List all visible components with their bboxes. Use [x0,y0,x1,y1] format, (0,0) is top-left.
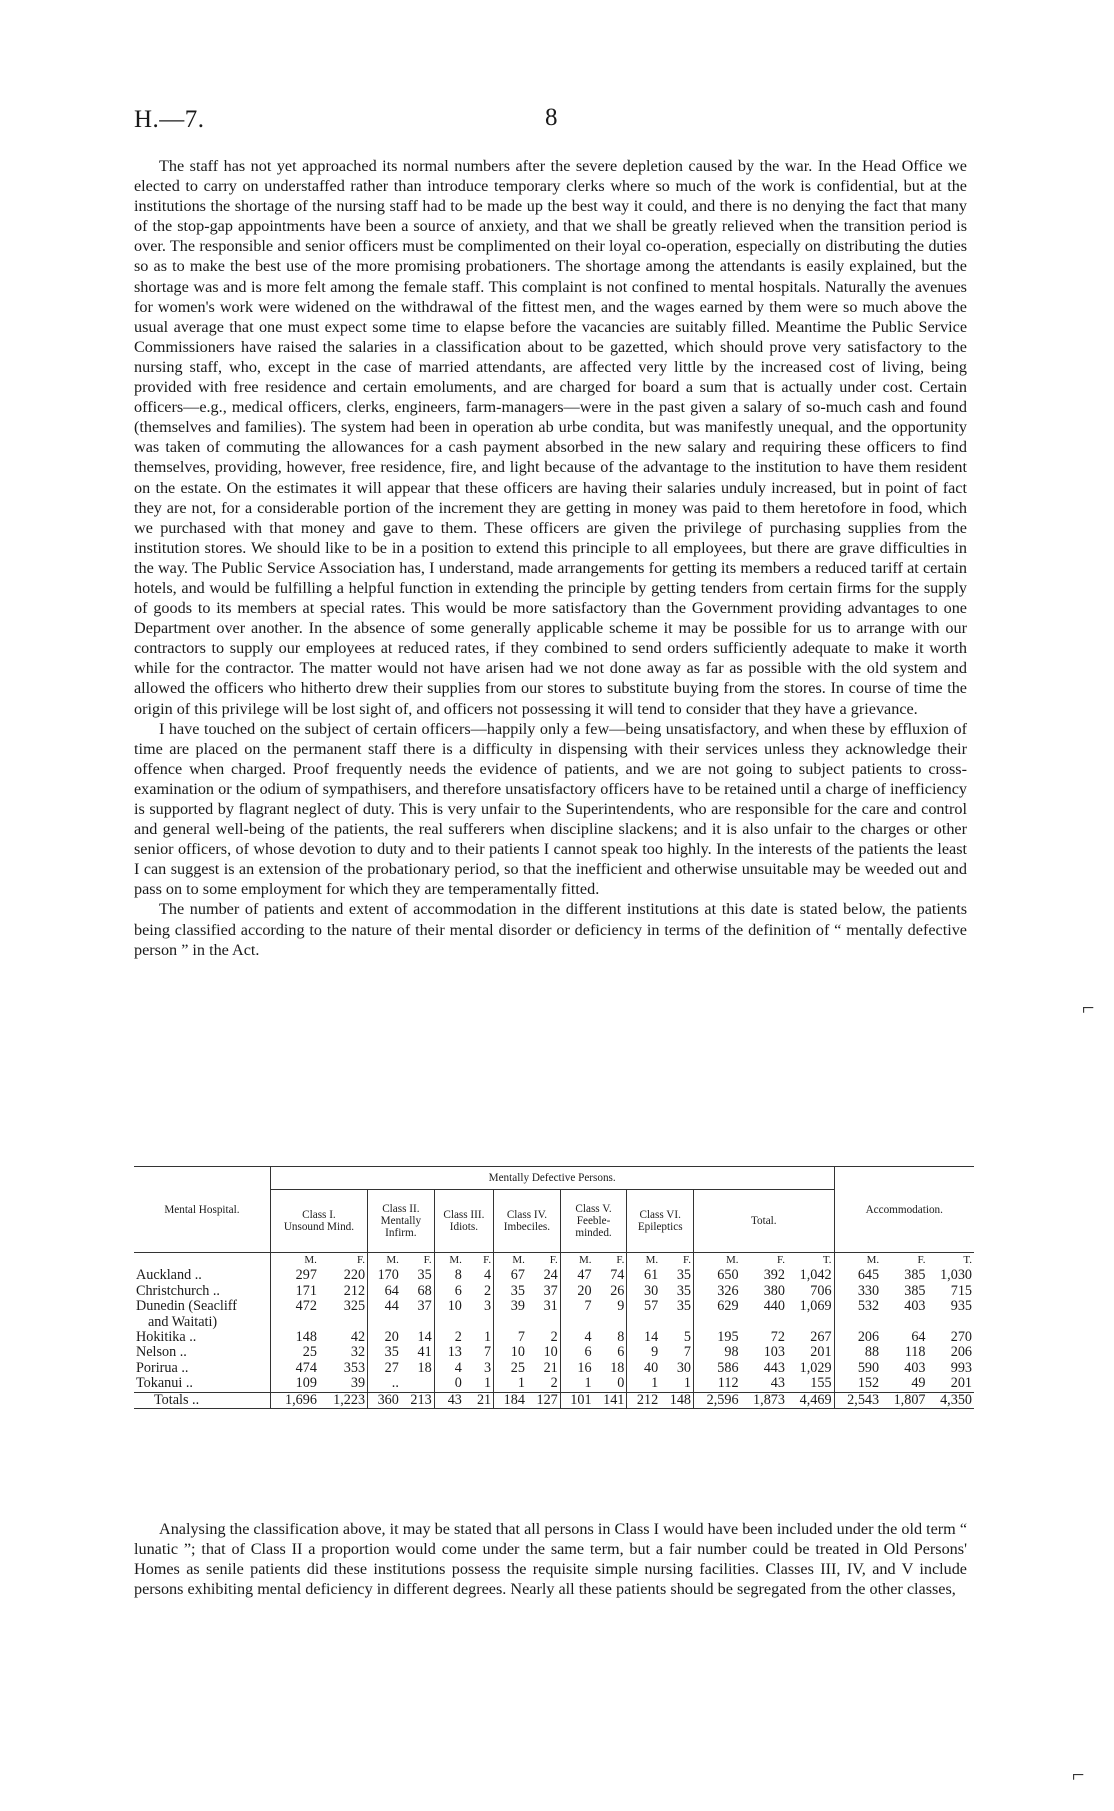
cell: 935 [950,1298,972,1315]
cell: 270 [950,1329,972,1346]
cell: 1,029 [799,1359,832,1376]
cell: 590 [834,1361,881,1376]
cell: 35 [494,1284,527,1299]
cell: 1 [560,1376,593,1392]
cell: 993 [950,1359,972,1376]
cell: 35 [417,1267,432,1284]
cell: 2,543 [834,1392,881,1408]
cell: 212 [627,1392,660,1408]
hospital-name: Dunedin (Seacliff and Waitati) [136,1298,237,1330]
cell: 586 [694,1361,741,1376]
cell: 212 [343,1282,366,1299]
paragraph-staff: The staff has not yet approached its normal numbers after the severe depletion caused by the war. In the Head Office we elected to carry on understaffed rather than introduce temporary clerks where so much of the work is confidential, but at the institutions the shortage of the nursing staff had to be made up the best way it could, and there is no denying the fact that many of the stop-gap appointments have been a source of anxiety, and that we shall be greatly relieved when the transition period is over. The responsible and senior officers must be complimented on their loyal co-operation, especially on distributing the duties so as to make the best use of the more promising probationers. The shortage among the attendants is easily explained, but the shortage was and is more felt among the female staff. This complaint is not confined to mental hospitals. Naturally the avenues for women's work were widened on the withdrawal of the fittest men, and the wages earned by them were so much above the usual average that one must expect some time to elapse before the vacancies are suitably filled. Meantime the Public Service Commissioners have raised the salaries in a classification about to be gazetted, which should prove very satisfactory to the nursing staff, who, except in the case of married attendants, are affected very little by the increased cost of living, being provided with free residence and certain emoluments, and are charged for board a sum that is actually under cost. Certain officers—e.g., medical officers, clerks, engineers, farm-managers—were in the past given a salary of so-much cash and found (themselves and families). The system had been in operation ab urbe condita, but was manifestly unequal, and the opportunity was taken of commuting the allowances for a cash payment absorbed in the new salary and requiring these officers to find themselves, providing, however, free residence, fire, and light because of the advantage to the institution to have them resident on the estate. On the estimates it will appear that these officers are having their salaries unduly increased, but in point of fact they are not, for a considerable portion of the increment they are getting in money was paid to them heretofore in food, which we purchased with that money and gave to them. These officers are given the privilege of purchasing supplies from the institution stores. We should like to be in a position to extend this principle to all employees, but there are grave difficulties in the way. The Public Service Association has, I understand, made arrangements for getting its members a reduced tariff at certain hotels, and would be fulfilling a helpful function in extending the principle by getting tenders from certain firms for the supply of goods to its members at special rates. This would be more satisfactory than the Government providing advantages to one Department over another. In the absence of some generally applicable scheme it may be possible for us to arrange with our contractors to supply our employees at reduced rates, if they combined to send orders sufficiently adequate to make it worth while for the contractor. The matter would not have arisen had we not done away as far as possible with the old system and allowed the officers who hitherto drew their supplies from our stores to substitute buying from the stores. In course of time the origin of this privilege will be lost sight of, and officers not possessing it will tend to consider that they have a grievance. [134,157,967,718]
cell: 152 [834,1376,881,1392]
cell: 43 [770,1375,785,1392]
cell: 5 [683,1329,691,1346]
cell: 2,596 [694,1392,741,1408]
cell: 440 [763,1298,785,1315]
cell: 39 [494,1299,527,1330]
cell: 101 [560,1392,593,1408]
cell: 2 [484,1282,492,1299]
cell: 10 [494,1345,527,1360]
margin-mark-bottom: ⌐ [1072,1762,1085,1787]
cell: 385 [904,1267,926,1284]
cell: 155 [810,1375,832,1392]
cell: 1,042 [799,1267,832,1284]
cell: 14 [627,1330,660,1345]
cell: 1 [683,1375,691,1392]
cell: 35 [676,1267,691,1284]
cell: 35 [676,1282,691,1299]
cell: 385 [904,1282,926,1299]
cell: 31 [543,1298,558,1315]
cell: 25 [270,1345,319,1360]
cell: 118 [904,1344,926,1361]
cell: 4 [484,1267,492,1284]
cell: 297 [270,1268,319,1283]
cell: 7 [683,1344,691,1361]
cell: 112 [694,1376,741,1392]
cell: 8 [617,1329,625,1346]
cell: 27 [368,1361,401,1376]
cell: 72 [770,1329,785,1346]
body-text [134,156,967,960]
accommodation-header: Accommodation. [834,1167,974,1253]
cell: 220 [343,1267,366,1284]
cell: 195 [694,1330,741,1345]
cell: 57 [627,1299,660,1330]
cell: 21 [476,1391,492,1408]
cell: 472 [270,1299,319,1330]
cell: 650 [694,1268,741,1283]
cell: 1,696 [270,1392,319,1408]
cell: 6 [434,1284,464,1299]
cell: 715 [950,1282,972,1299]
cell: 10 [434,1299,464,1330]
cell: 42 [350,1329,366,1346]
cell: 98 [694,1345,741,1360]
cell [401,1376,434,1392]
table-row [134,1330,974,1345]
cell: 148 [669,1391,691,1408]
cell: 18 [417,1359,432,1376]
cell: 20 [368,1330,401,1345]
hospital-name: Hokitika .. [136,1329,197,1346]
hospital-name: Auckland .. [136,1267,202,1284]
cell: 1 [494,1376,527,1392]
cell: 6 [560,1345,593,1360]
cell: 443 [763,1359,785,1376]
cell: .. [368,1376,401,1392]
cell: 1 [627,1376,660,1392]
analysis-text [134,1519,967,1599]
cell: 35 [676,1298,691,1315]
cell: 3 [484,1298,492,1315]
class-4-header: Class IV. Imbeciles. [494,1190,561,1253]
totals-label: Totals .. [154,1391,200,1408]
cell: 109 [270,1376,319,1392]
sex-header-row: M. F. M. F. M. F. M. F. M. F. M. F. M. F. T. M. F. T. [134,1253,974,1269]
cell: 30 [676,1359,691,1376]
cell: 360 [368,1392,401,1408]
cell: 629 [694,1299,741,1330]
cell: 1,223 [333,1391,366,1408]
cell: 16 [560,1361,593,1376]
class-5-header: Class V. Feeble- minded. [560,1190,627,1253]
cell: 9 [617,1298,625,1315]
cell: 141 [603,1391,625,1408]
paragraph-officers: I have touched on the subject of certain officers—happily only a few—being unsatisfactory, and when these by effluxion of time are placed on the permanent staff there is a difficulty in dispensing with their services unless they acknowledge their offence when charged. Proof frequently needs the evidence of patients, and we are not going to subject patients to cross-examination or the odium of sympathisers, and therefore unsatisfactory officers have to be retained until a charge of inefficiency is supported by flagrant neglect of duty. This is very unfair to the Superintendents, who are responsible for the care and control and general well-being of the patients, the real sufferers when discipline slackens; and it is also unfair to the charges or other senior officers, of whose devotion to duty and to their patients I cannot speak too highly. In the interests of the patients the least I can suggest is an extension of the probationary period, so that the inefficient and otherwise unsuitable may be weeded out and pass on to some employment for which they are temperamentally fitted. [134,719,967,899]
table-row [134,1376,974,1392]
cell: 171 [270,1284,319,1299]
cell: 1,807 [893,1391,926,1408]
cell: 1,873 [753,1391,785,1408]
hospital-name: Tokanui .. [136,1375,193,1392]
cell: 213 [410,1391,432,1408]
hospital-column-header: Mental Hospital. [164,1203,240,1216]
margin-mark: ⌐ [1082,995,1095,1020]
cell: 25 [494,1361,527,1376]
class-2-header: Class II. Mentally Infirm. [368,1190,435,1253]
cell: 35 [368,1345,401,1360]
cell: 2 [434,1330,464,1345]
cell: 24 [543,1267,558,1284]
cell: 127 [536,1391,558,1408]
cell: 1,069 [799,1298,832,1315]
cell: 403 [904,1359,926,1376]
table-row [134,1345,974,1360]
cell: 2 [550,1329,558,1346]
cell: 6 [617,1344,625,1361]
cell: 326 [694,1284,741,1299]
cell: 64 [911,1329,926,1346]
cell: 206 [950,1344,972,1361]
totals-row [134,1392,974,1408]
total-header: Total. [694,1190,835,1253]
cell: 706 [810,1282,832,1299]
cell: 206 [834,1330,881,1345]
cell: 43 [434,1392,464,1408]
cell: 18 [610,1359,625,1376]
cell: 13 [434,1345,464,1360]
class-3-header: Class III. Idiots. [434,1190,493,1253]
cell: 40 [627,1361,660,1376]
cell: 30 [627,1284,660,1299]
cell: 47 [560,1268,593,1283]
cell: 201 [950,1375,972,1392]
cell: 4,469 [799,1391,832,1408]
cell: 645 [834,1268,881,1283]
cell: 41 [417,1344,432,1361]
cell: 2 [550,1375,558,1392]
page-number: 8 [545,104,558,131]
cell: 64 [368,1284,401,1299]
cell: 8 [434,1268,464,1283]
cell: 1,030 [940,1267,972,1284]
cell: 26 [610,1282,625,1299]
cell: 74 [610,1267,625,1284]
class-1-header: Class I. Unsound Mind. [270,1190,367,1253]
cell: 68 [417,1282,432,1299]
cell: 403 [904,1298,926,1315]
cell: 4,350 [940,1391,972,1408]
cell: 184 [494,1392,527,1408]
hospital-name: Christchurch .. [136,1282,220,1299]
paragraph-table-intro: The number of patients and extent of accommodation in the different institutions at this date is stated below, the patients being classified according to the nature of their mental disorder or deficiency in terms of the definition of “ mentally defective person ” in the Act. [134,900,967,959]
cell: 353 [343,1359,366,1376]
mental-hospital-table [134,1166,974,1409]
cell: 44 [368,1299,401,1330]
cell: 61 [627,1268,660,1283]
cell: 3 [484,1359,492,1376]
cell: 67 [494,1268,527,1283]
cell: 14 [417,1329,432,1346]
table-row [134,1361,974,1376]
cell: 267 [810,1329,832,1346]
cell: 9 [627,1345,660,1360]
cell: 1 [484,1329,492,1346]
cell: 37 [417,1298,432,1315]
cell: 103 [763,1344,785,1361]
cell: 7 [560,1299,593,1330]
cell: 10 [543,1344,558,1361]
class-6-header: Class VI. Epileptics [627,1190,694,1253]
paragraph-analysis: Analysing the classification above, it may be stated that all persons in Class I would have been included under the old term “ lunatic ”; that of Class II a proportion would come under the same term, but a fair number could be treated in Old Persons' Homes as senile patients did these institutions possess the requisite simple nursing facilities. Classes III, IV, and V include persons exhibiting mental deficiency in different degrees. Nearly all these patients should be segregated from the other classes, [134,1520,967,1599]
cell: 88 [834,1345,881,1360]
document-reference: H.—7. [134,106,205,133]
cell: 7 [484,1344,492,1361]
cell: 20 [560,1284,593,1299]
cell: 330 [834,1284,881,1299]
cell: 148 [270,1330,319,1345]
cell: 532 [834,1299,881,1330]
cell: 474 [270,1361,319,1376]
hospital-name: Porirua .. [136,1359,189,1376]
cell: 201 [810,1344,832,1361]
cell: 0 [434,1376,464,1392]
cell: 49 [911,1375,926,1392]
cell: 0 [617,1375,625,1392]
cell: 4 [560,1330,593,1345]
cell: 21 [543,1359,558,1376]
hospital-name: Nelson .. [136,1344,187,1361]
cell: 39 [350,1375,366,1392]
table-row [134,1268,974,1283]
cell: 32 [350,1344,366,1361]
cell: 380 [763,1282,785,1299]
table-row [134,1284,974,1299]
cell: 325 [343,1298,366,1315]
cell: 170 [368,1268,401,1283]
cell: 7 [494,1330,527,1345]
table-row [134,1299,974,1330]
cell: 392 [763,1267,785,1284]
cell: 4 [434,1361,464,1376]
cell: 1 [484,1375,492,1392]
mentally-defective-header: Mentally Defective Persons. [270,1167,834,1190]
cell: 37 [543,1282,558,1299]
